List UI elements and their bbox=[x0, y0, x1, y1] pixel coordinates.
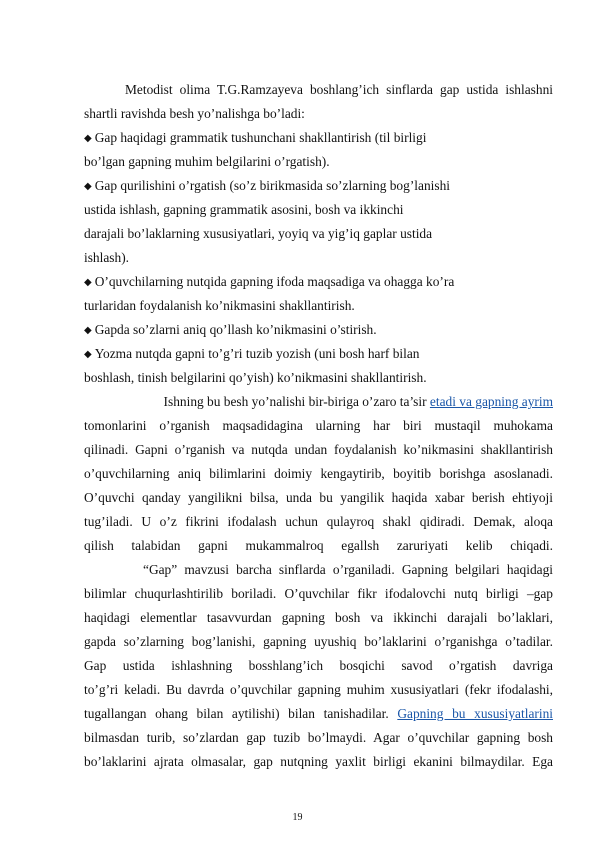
paragraph-line: bilimlar chuqurlashtirilib boriladi. O’quvchilar fikr ifodalovchi nutq birligi –gap bbox=[84, 586, 553, 601]
paragraph-line: tomonlarini o’rganish maqsadidagina ularning har biri mustaqil muhokama bbox=[84, 418, 553, 433]
paragraph-line: Metodist olima T.G.Ramzayeva boshlang’ich sinflarda gap ustida ishlashni bbox=[125, 82, 553, 97]
paragraph-line: qilish talabidan gapni mukammalroq egallsh zaruriyati kelib chiqadi. bbox=[84, 538, 553, 553]
bullet-item: ◆ O’quvchilarning nutqida gapning ifoda maqsadiga va ohagga ko’ra bbox=[84, 274, 455, 289]
diamond-bullet-icon: ◆ bbox=[84, 349, 92, 360]
paragraph-line: haqidagi elementlar tasavvurdan gapning bosh va ikkinchi darajali bo’laklari, bbox=[84, 610, 553, 625]
paragraph-line: tugallangan ohang bilan aytilishi) bilan tanishadilar. Gapning bu xususiyatlarini bbox=[84, 706, 553, 721]
bullet-continuation: ustida ishlash, gapning grammatik asosini, bosh va ikkinchi bbox=[84, 202, 404, 217]
bullet-continuation: turlaridan foydalanish ko’nikmasini shakllantirish. bbox=[84, 298, 355, 313]
page-number: 19 bbox=[292, 812, 303, 823]
diamond-bullet-icon: ◆ bbox=[84, 133, 92, 144]
paragraph-line: tug’iladi. U o’z fikrini ifodalash uchun qulayroq shakl qidiradi. Demak, aloqa bbox=[84, 514, 553, 529]
diamond-bullet-icon: ◆ bbox=[84, 277, 92, 288]
paragraph-line: bilmasdan turib, so’zlardan gap tuzib bo’lmaydi. Agar o’quvchilar gapning bosh bbox=[84, 730, 553, 745]
bullet-item: ◆ Gap haqidagi grammatik tushunchani shakllantirish (til birligi bbox=[84, 130, 427, 145]
paragraph-line: Ishning bu besh yo’nalishi bir-biriga o’zaro ta’sir etadi va gapning ayrim bbox=[163, 394, 553, 409]
paragraph-line: to’g’ri keladi. Bu davrda o’quvchilar gapning muhim xususiyatlari (fekr ifodalashi, bbox=[84, 682, 553, 697]
diamond-bullet-icon: ◆ bbox=[84, 325, 92, 336]
bullet-item: ◆ Gap qurilishini o’rgatish (so’z birikmasida so’zlarning bog’lanishi bbox=[84, 178, 450, 193]
hyperlink[interactable]: etadi va gapning ayrim bbox=[429, 394, 553, 409]
paragraph-line: o’quvchilarning aniq bilimlarini doimiy kengaytirib, boyitib borishga asoslanadi. bbox=[84, 466, 553, 481]
paragraph-line: O’quvchi qanday yangilikni bilsa, unda bu yangilik haqida xabar berish ehtiyoji bbox=[84, 490, 553, 505]
bullet-item: ◆ Yozma nutqda gapni to’g’ri tuzib yozish (uni bosh harf bilan bbox=[84, 346, 420, 361]
paragraph-line: Gap ustida ishlashning bosshlang’ich bosqichi savod o’rgatish davriga bbox=[84, 658, 553, 673]
hyperlink[interactable]: Gapning bu xususiyatlarini bbox=[397, 706, 553, 721]
bullet-item: ◆ Gapda so’zlarni aniq qo’llash ko’nikmasini o’stirish. bbox=[84, 322, 377, 337]
paragraph-line: shartli ravishda besh yo’nalishga bo’ladi: bbox=[84, 106, 305, 121]
paragraph-line: gapda so’zlarning bog’lanishi, gapning uyushiq bo’laklarini o’rganishga o’tadilar. bbox=[84, 634, 553, 649]
paragraph-line: bo’laklarini ajrata olmasalar, gap nutqning yaxlit birligi ekanini bilmaydilar. Ega bbox=[84, 754, 553, 769]
paragraph-line: “Gap” mavzusi barcha sinflarda o’rganiladi. Gapning belgilari haqidagi bbox=[143, 562, 553, 577]
paragraph-line: qilinadi. Gapni o’rganish va nutqda undan foydalanish ko’nikmasini shakllantirish bbox=[84, 442, 553, 457]
bullet-continuation: boshlash, tinish belgilarini qo’yish) ko’nikmasini shakllantirish. bbox=[84, 370, 427, 385]
bullet-continuation: bo’lgan gapning muhim belgilarini o’rgatish). bbox=[84, 154, 330, 169]
bullet-continuation: ishlash). bbox=[84, 250, 130, 265]
diamond-bullet-icon: ◆ bbox=[84, 181, 92, 192]
bullet-continuation: darajali bo’laklarning xususiyatlari, yoyiq va yig’iq gaplar ustida bbox=[84, 226, 433, 241]
